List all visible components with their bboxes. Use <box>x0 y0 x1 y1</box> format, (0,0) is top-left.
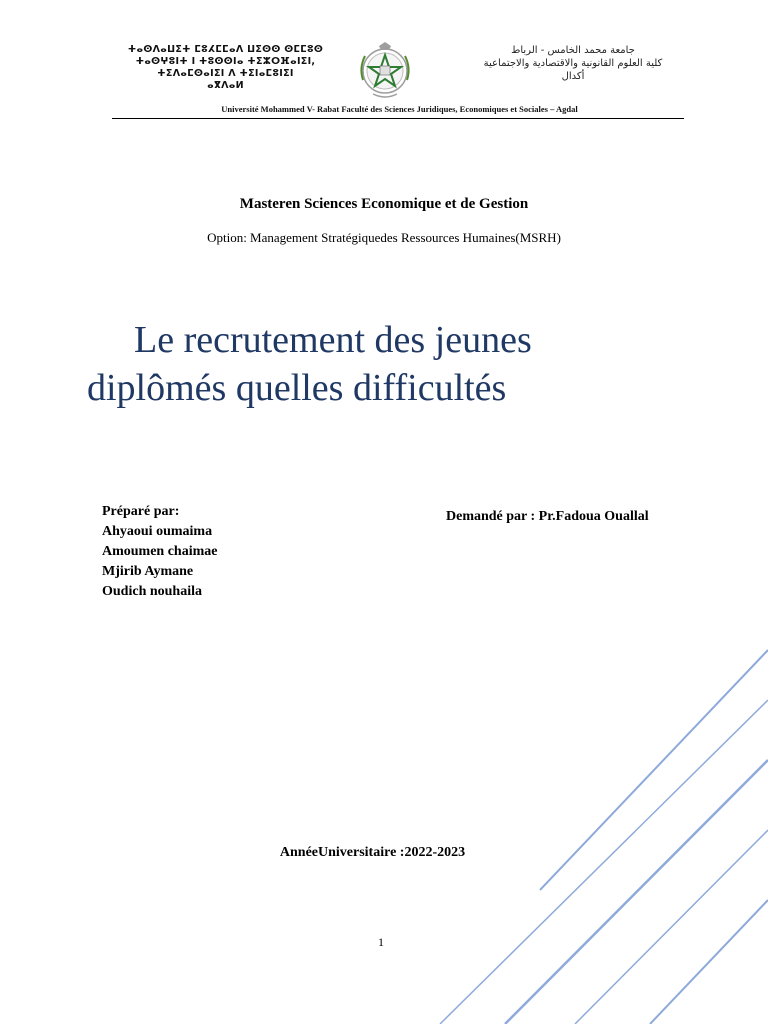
program-option: Option: Management Stratégiquedes Ressources Humaines(MSRH) <box>207 230 561 245</box>
document-title-line-2: diplômés quelles difficultés <box>87 367 507 409</box>
decor-line <box>650 900 768 1024</box>
master-program: Masteren Sciences Economique et de Gestion <box>239 196 529 212</box>
header-divider <box>112 118 684 119</box>
academic-year: AnnéeUniversitaire :2022-2023 <box>279 845 466 860</box>
tifinagh-line-4: ⴰⴳⴷⴰⵍ <box>207 80 244 91</box>
prepared-by-block <box>102 502 218 602</box>
page-number: 1 <box>378 935 384 949</box>
document-title-line-1: Le recrutement des jeunes <box>134 319 532 361</box>
arabic-line-2: كلية العلوم القانونية والاقتصادية والاجتماعية <box>483 58 663 69</box>
decor-line <box>440 700 768 1024</box>
tifinagh-line-2: ⵜⴰⵙⵖⵓⵏⵜ ⵏ ⵜⵓⵙⵙⵏⴰ ⵜⵉⵣⵔⴼⴰⵏⵉⵏ, <box>135 56 316 67</box>
decor-line <box>505 760 768 1024</box>
tifinagh-line-3: ⵜⵉⴷⴰⵎⵙⴰⵏⵉⵏ ⴷ ⵜⵉⵏⴰⵎⵓⵏⵉⵏ <box>157 68 294 79</box>
tifinagh-university-name <box>118 44 333 92</box>
arabic-university-name <box>468 44 678 83</box>
university-emblem-icon <box>355 38 415 104</box>
prepared-by-label: Préparé par: <box>102 504 180 519</box>
author-name: Oudich nouhaila <box>102 584 202 599</box>
arabic-line-3: أكدال <box>561 71 585 82</box>
requested-by: Demandé par : Pr.Fadoua Ouallal <box>446 509 649 524</box>
university-full-name: Université Mohammed V- Rabat Faculté des Sciences Juridiques, Economiques et Sociales – Agdal <box>221 104 578 114</box>
tifinagh-line-1: ⵜⴰⵙⴷⴰⵡⵉⵜ ⵎⵓⵃⵎⵎⴰⴷ ⵡⵉⵙⵙ ⵙⵎⵎⵓⵙ <box>127 44 324 55</box>
author-name: Mjirib Aymane <box>102 564 194 579</box>
arabic-line-1: جامعة محمد الخامس - الرباط <box>511 45 635 56</box>
author-name: Amoumen chaimae <box>102 544 218 559</box>
author-name: Ahyaoui oumaima <box>102 524 213 539</box>
